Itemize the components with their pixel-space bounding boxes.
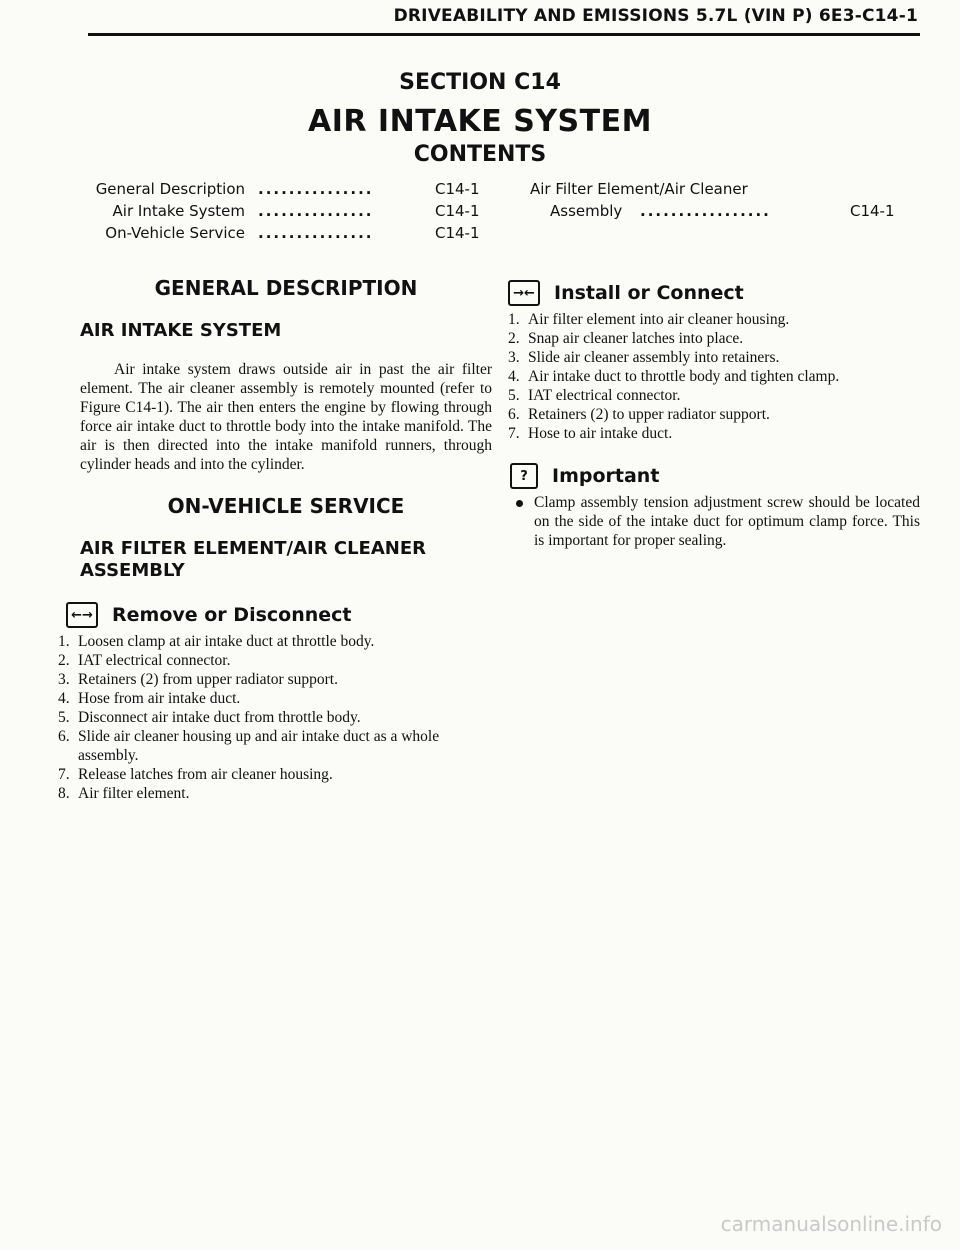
important-heading [510, 463, 920, 489]
remove-disconnect-title: Remove or Disconnect [112, 604, 352, 626]
toc-label-line2: Assembly [550, 202, 623, 220]
left-column [58, 276, 492, 803]
running-header: DRIVEABILITY AND EMISSIONS 5.7L (VIN P) 6E3-C14-1 [393, 6, 918, 26]
toc-leader: ................. [640, 202, 771, 220]
list-item: 6. Slide air cleaner housing up and air intake duct as a whole assembly. [58, 728, 440, 764]
remove-disconnect-heading [66, 602, 492, 628]
right-column [508, 280, 920, 550]
important-title: Important [552, 465, 660, 487]
toc-line2 [530, 202, 910, 224]
list-item: 4. Hose from air intake duct. [58, 690, 241, 707]
toc-leader: ............... [258, 224, 374, 242]
toc-label-line1: Air Filter Element/Air Cleaner [530, 180, 748, 198]
toc-label: On-Vehicle Service [105, 224, 245, 242]
watermark: carmanualsonline.info [720, 1212, 942, 1236]
general-description-paragraph: Air intake system draws outside air in past the air filter element. The air cleaner assembly is remotely mounted (refer to Figure C14-1). The air then enters the engine by flowing through force air intake duct to throttle body into the intake manifold. The air is then directed into the intake manifold runners, through cylinder heads and into the cylinder. [80, 361, 492, 473]
toc-leader: ............... [258, 202, 374, 220]
air-filter-assembly-heading-line2: ASSEMBLY [80, 560, 185, 581]
toc-page: C14-1 [850, 202, 895, 220]
list-item: 2. Snap air cleaner latches into place. [508, 330, 744, 347]
important-text: Clamp assembly tension adjustment screw should be located on the side of the intake duct for optimum clamp force. This is important for proper sealing. [534, 494, 920, 549]
list-item: 2. IAT electrical connector. [58, 652, 231, 669]
toc-left [0, 180, 490, 246]
toc-label: General Description [95, 180, 245, 198]
section-title: AIR INTAKE SYSTEM [308, 104, 652, 139]
header-rule [88, 33, 920, 36]
toc-entry-general-description[interactable] [0, 180, 490, 202]
list-item: 7. Hose to air intake duct. [508, 425, 673, 442]
toc-page: C14-1 [435, 224, 480, 242]
important-icon: ? [510, 463, 538, 489]
list-item: 8. Air filter element. [58, 785, 190, 802]
list-item: 3. Slide air cleaner assembly into retainers. [508, 349, 780, 366]
install-steps-list [508, 310, 920, 443]
air-intake-system-heading: AIR INTAKE SYSTEM [80, 320, 282, 341]
list-item: 1. Air filter element into air cleaner housing. [508, 311, 790, 328]
list-item: 6. Retainers (2) to upper radiator support. [508, 406, 770, 423]
install-connect-icon: →← [508, 280, 540, 306]
air-filter-assembly-heading [80, 538, 492, 582]
toc-entry-air-intake-system[interactable] [0, 202, 490, 224]
install-connect-heading [508, 280, 920, 306]
list-item: 1. Loosen clamp at air intake duct at throttle body. [58, 633, 375, 650]
toc-page: C14-1 [435, 180, 480, 198]
toc-label: Air Intake System [112, 202, 245, 220]
contents-title: CONTENTS [413, 142, 547, 167]
section-label: SECTION C14 [399, 70, 561, 95]
on-vehicle-service-heading: ON-VEHICLE SERVICE [167, 494, 405, 518]
list-item: 5. Disconnect air intake duct from throttle body. [58, 709, 361, 726]
general-description-heading: GENERAL DESCRIPTION [154, 276, 418, 300]
toc-entry-on-vehicle-service[interactable] [0, 224, 490, 246]
bullet-icon [516, 500, 523, 507]
install-connect-title: Install or Connect [554, 282, 744, 304]
toc-leader: ............... [258, 180, 374, 198]
air-filter-assembly-heading-line1: AIR FILTER ELEMENT/AIR CLEANER [80, 538, 427, 559]
important-note [514, 493, 920, 550]
toc-page: C14-1 [435, 202, 480, 220]
list-item: 7. Release latches from air cleaner housing. [58, 766, 333, 783]
remove-disconnect-icon: ←→ [66, 602, 98, 628]
list-item: 5. IAT electrical connector. [508, 387, 681, 404]
toc-entry-air-filter-element[interactable] [530, 180, 910, 224]
list-item: 4. Air intake duct to throttle body and tighten clamp. [508, 368, 840, 385]
remove-steps-list [58, 632, 492, 803]
list-item: 3. Retainers (2) from upper radiator support. [58, 671, 338, 688]
